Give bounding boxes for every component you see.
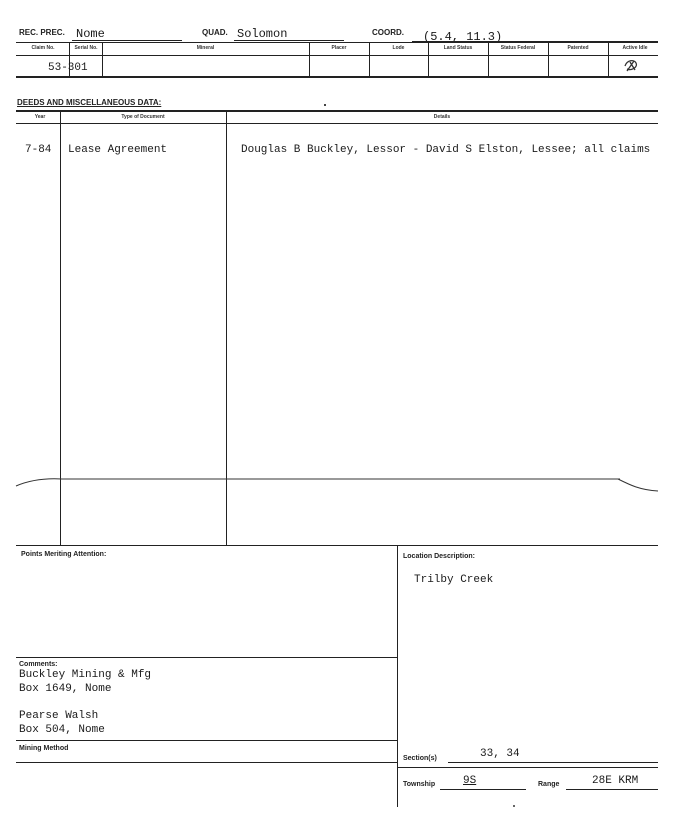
- stray-mark: [324, 104, 326, 106]
- mineral-header: Mineral: [196, 45, 215, 51]
- deed-row-year: 7-84: [25, 144, 52, 156]
- location-description-label: Location Description:: [403, 553, 475, 560]
- type-of-document-header: Type of Document: [121, 113, 165, 120]
- deed-row-details: Douglas B Buckley, Lessor - David S Elston, Lessee; all claims: [241, 144, 651, 156]
- serial-no-header: Serial No.: [74, 45, 98, 51]
- township-value: 9S: [463, 775, 477, 787]
- range-underline: [566, 789, 658, 790]
- comments-line-1: Buckley Mining & Mfg: [19, 669, 152, 681]
- deeds-header-divider: [16, 123, 658, 124]
- section-underline: [448, 762, 658, 763]
- township-underline: [440, 789, 526, 790]
- section-value: 33, 34: [480, 748, 520, 760]
- deeds-bottom-border: [16, 545, 658, 546]
- township-label: Township: [403, 781, 436, 788]
- claim-no-header: Claim No.: [31, 45, 55, 51]
- coord-label: COORD.: [372, 28, 404, 37]
- coord-value: (5.4, 11.3): [423, 30, 503, 44]
- fold-line: [0, 470, 678, 500]
- section-label: Section(s): [403, 755, 437, 762]
- patented-header: Patented: [567, 45, 589, 51]
- claim-col-divider-8: [608, 42, 609, 76]
- comments-label: Comments:: [19, 661, 58, 668]
- lode-header: Lode: [392, 45, 405, 51]
- comments-line-5: Box 504, Nome: [19, 724, 105, 736]
- mining-method-top-border: [16, 740, 397, 741]
- claim-table-bottom-border: [16, 76, 658, 78]
- rec-prec-underline: [72, 40, 182, 41]
- quad-value: Solomon: [237, 27, 288, 41]
- claim-table-header-divider: [16, 55, 658, 56]
- status-federal-header: Status Federal: [500, 45, 536, 51]
- land-status-header: Land Status: [443, 45, 473, 51]
- points-meriting-attention-label: Points Meriting Attention:: [21, 551, 107, 558]
- range-label: Range: [538, 781, 560, 788]
- comments-line-4: Pearse Walsh: [19, 710, 99, 722]
- comments-top-border: [16, 657, 397, 658]
- placer-header: Placer: [331, 45, 347, 51]
- location-description-value: Trilby Creek: [414, 574, 494, 586]
- scribble-mark-icon: [622, 57, 642, 75]
- range-value: 28E KRM: [592, 775, 639, 787]
- claim-no-value: 53-301: [48, 62, 88, 74]
- mining-method-bottom-border: [16, 762, 397, 763]
- deed-row-type: Lease Agreement: [68, 144, 168, 156]
- section-township-divider: [397, 767, 658, 768]
- year-header: Year: [34, 113, 46, 120]
- stray-mark-bottom: [513, 805, 515, 807]
- comments-line-2: Box 1649, Nome: [19, 683, 112, 695]
- rec-prec-value: Nome: [76, 27, 105, 41]
- details-header: Details: [433, 113, 451, 120]
- deeds-section-title: DEEDS AND MISCELLANEOUS DATA:: [17, 98, 162, 107]
- mining-method-label: Mining Method: [19, 745, 69, 752]
- quad-underline: [234, 40, 344, 41]
- active-idle-header: Active Idle: [622, 45, 648, 51]
- rec-prec-label: REC. PREC.: [19, 28, 65, 37]
- quad-label: QUAD.: [202, 28, 228, 37]
